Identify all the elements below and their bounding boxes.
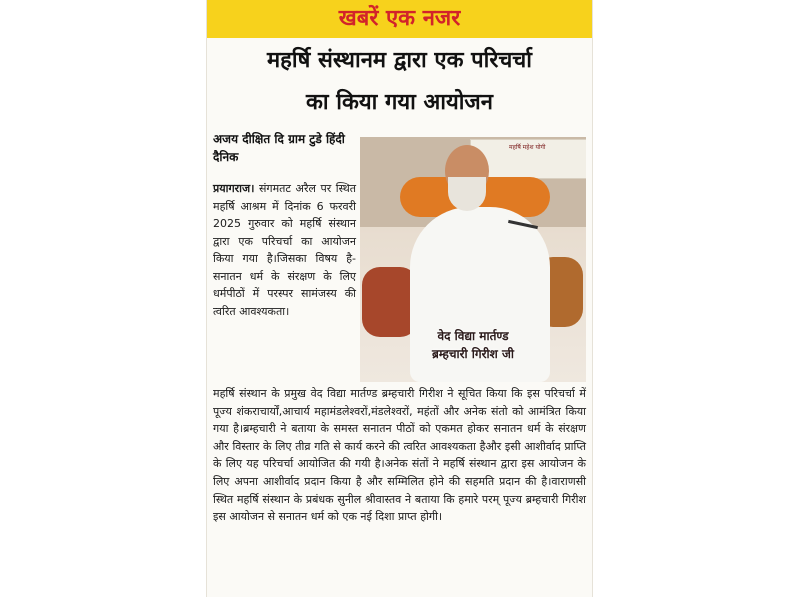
photo-caption — [360, 327, 586, 363]
headline — [207, 40, 592, 124]
photo-caption-line-1: वेद विद्या मार्तण्ड — [437, 329, 509, 343]
photo-caption-line-2: ब्रम्हचारी गिरीश जी — [432, 347, 514, 361]
lead-column-text: संगमतट अरैल पर स्थित महर्षि आश्रम में दिनांक 6 फरवरी 2025 गुरुवार को महर्षि संस्थान द्वारा एक परिचर्चा का आयोजन किया गया है।जिसका विषय है-सनातन धर्म के संरक्षण के लिए धर्मपीठों में परस्पर सामंजस्य की त्वरित आवश्यकता। — [213, 182, 356, 318]
section-band — [207, 0, 592, 38]
headline-line-2: का किया गया आयोजन — [306, 90, 493, 115]
article-body: महर्षि संस्थान के प्रमुख वेद विद्या मार्तण्ड ब्रम्हचारी गिरीश ने सूचित किया कि इस परिचर्चा में पूज्य शंकराचार्यों,आचार्य महामंडलेश्वरों,मंडलेश्वरों, महंतों और अनेक संतो को आमंत्रित किया गया है।ब्रम्हचारी ने बताया के समस्त सनातन पीठों को एकमत होकर सनातन धर्म के संरक्षण और विस्तार के लिए तीव्र गति से कार्य करने की त्वरित आवश्यकता हैऔर इसी आशीर्वाद प्राप्ति के लिए यह परिचर्चा आयोजित की गयी है।अनेक संतों ने महर्षि संस्थान द्वारा इस आयोजन के लिए अपना आशीर्वाद प्रदान किया है और सम्मिलित होने की सहमति प्रदान की है।वाराणसी स्थित महर्षि संस्थान के प्रबंधक सुनील श्रीवास्तव ने बताया कि हमारे परम् पूज्य ब्रम्हचारी गिरीश इस आयोजन से सनातन धर्म को एक नई दिशा प्राप्त होगी। — [213, 387, 586, 524]
photo-banner-text: महर्षि महेश योगी — [509, 144, 546, 151]
headline-line-1: महर्षि संस्थानम द्वारा एक परिचर्चा — [267, 48, 532, 73]
byline: अजय दीक्षित दि ग्राम टुडे हिंदी दैनिक — [213, 132, 345, 164]
section-band-label: खबरें एक नजर — [338, 6, 461, 31]
dateline: प्रयागराज। — [213, 182, 255, 195]
photo-brahmachari-girish — [360, 137, 586, 382]
news-clipping — [207, 0, 592, 597]
lead-column — [213, 180, 356, 320]
